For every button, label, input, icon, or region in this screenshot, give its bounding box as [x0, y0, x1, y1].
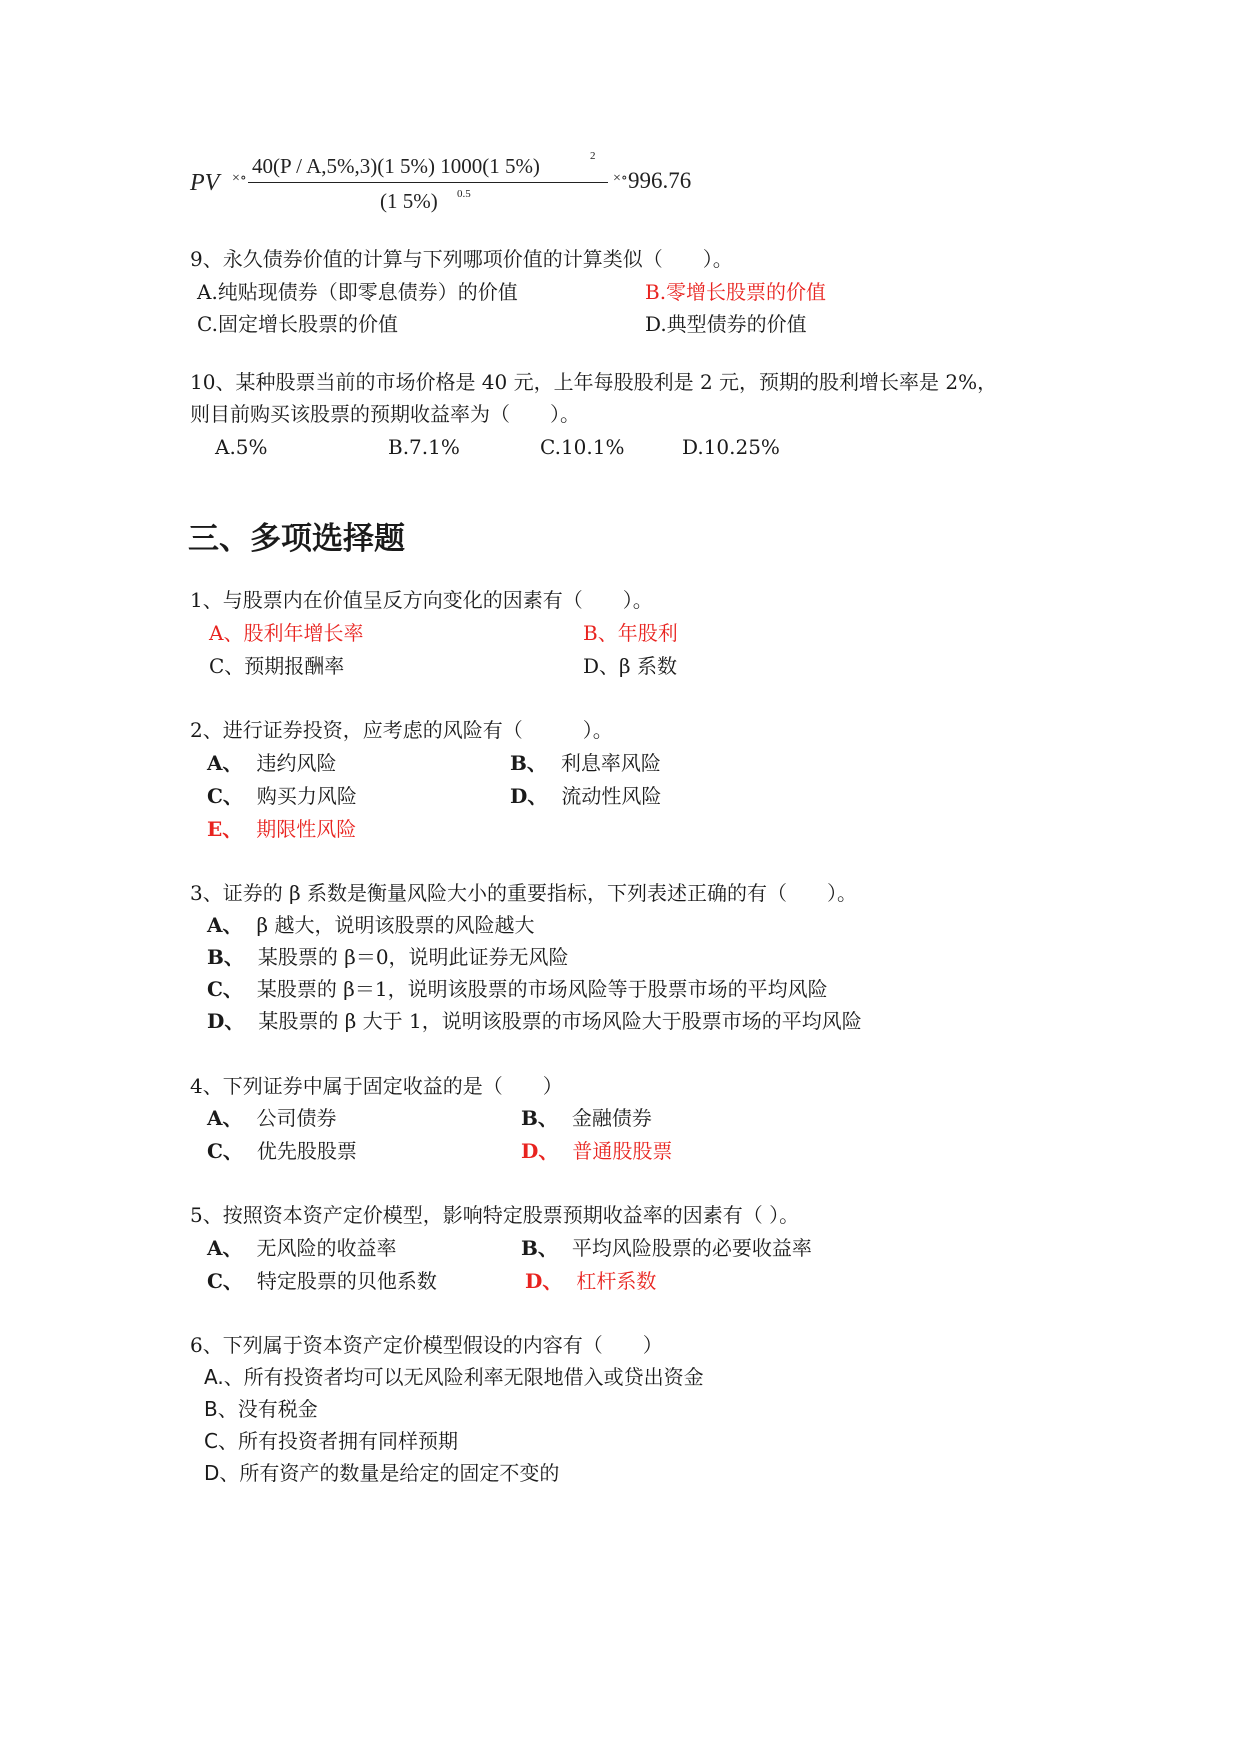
mq5-option-a-text: 无风险的收益率 [256, 1236, 397, 1260]
formula-denominator-exponent: 0.5 [457, 188, 471, 200]
mq4-option-c-text: 优先股股票 [256, 1139, 357, 1163]
mq4-option-c [207, 1139, 357, 1163]
mq3-option-b-letter: B、 [207, 945, 244, 969]
mq2-option-d [510, 784, 661, 808]
formula-equals-left: ×∘ [232, 171, 247, 186]
pv-formula [190, 148, 710, 218]
mq1-option-d: D、β 系数 [583, 654, 677, 678]
mq2-option-e [207, 817, 356, 841]
mq6-question: 6、下列属于资本资产定价模型假设的内容有（ ） [190, 1333, 663, 1357]
q10-option-d: D.10.25% [682, 435, 780, 459]
mq1-question: 1、与股票内在价值呈反方向变化的因素有（ ）。 [190, 588, 653, 612]
mq4-question: 4、下列证券中属于固定收益的是（ ） [190, 1074, 563, 1098]
mq5-option-d [525, 1269, 656, 1293]
mq4-option-d [521, 1139, 672, 1163]
mq2-option-d-letter: D、 [510, 784, 548, 808]
mq4-option-d-letter: D、 [521, 1139, 559, 1163]
mq5-option-a [207, 1236, 397, 1260]
mq3-option-d [207, 1009, 862, 1033]
formula-numerator: 40(P / A,5%,3)(1 5%) 1000(1 5%) [252, 154, 540, 178]
mq5-option-a-letter: A、 [207, 1236, 243, 1260]
mq5-option-c-text: 特定股票的贝他系数 [256, 1269, 437, 1293]
mq4-option-d-text: 普通股股票 [572, 1139, 673, 1163]
q10-question-line2: 则目前购买该股票的预期收益率为（ ）。 [190, 402, 580, 426]
mq3-option-c [207, 977, 828, 1001]
mq2-option-a [207, 751, 337, 775]
mq2-option-c-letter: C、 [207, 784, 243, 808]
mq2-option-c-text: 购买力风险 [256, 784, 357, 808]
mq2-option-b-letter: B、 [510, 751, 547, 775]
mq3-option-d-text: 某股票的 β 大于 1，说明该股票的市场风险大于股票市场的平均风险 [258, 1009, 862, 1033]
mq6-option-b: B、没有税金 [204, 1397, 318, 1421]
mq2-option-b [510, 751, 661, 775]
mq5-option-c-letter: C、 [207, 1269, 243, 1293]
section-heading: 三、多项选择题 [188, 521, 405, 557]
mq2-option-e-text: 期限性风险 [256, 817, 357, 841]
q10-question-line1: 10、某种股票当前的市场价格是 40 元，上年每股股利是 2 元，预期的股利增长率是 2%， [190, 370, 998, 394]
mq2-option-d-text: 流动性风险 [561, 784, 662, 808]
mq3-option-d-letter: D、 [207, 1009, 245, 1033]
q10-option-c: C.10.1% [540, 435, 625, 459]
mq4-option-a [207, 1106, 337, 1130]
mq3-option-a-letter: A、 [207, 913, 243, 937]
mq1-option-c: C、预期报酬率 [209, 654, 345, 678]
mq1-option-a: A、股利年增长率 [209, 621, 364, 645]
mq2-option-c [207, 784, 357, 808]
mq4-option-a-text: 公司债券 [256, 1106, 337, 1130]
mq5-option-d-text: 杠杆系数 [576, 1269, 657, 1293]
formula-equals-right: ×∘ [613, 171, 628, 186]
q9-option-a: A.纯贴现债券（即零息债券）的价值 [197, 280, 518, 304]
mq4-option-a-letter: A、 [207, 1106, 243, 1130]
mq5-option-c [207, 1269, 437, 1293]
formula-numerator-exponent: 2 [590, 150, 596, 162]
mq2-question: 2、进行证券投资，应考虑的风险有（ ）。 [190, 718, 613, 742]
q10-option-b: B.7.1% [388, 435, 460, 459]
mq3-option-b-text: 某股票的 β＝0，说明此证券无风险 [257, 945, 569, 969]
q9-option-b: B.零增长股票的价值 [645, 280, 827, 304]
mq6-option-c: C、所有投资者拥有同样预期 [204, 1429, 458, 1453]
mq6-option-a: A.、所有投资者均可以无风险利率无限地借入或贷出资金 [204, 1365, 704, 1389]
mq3-option-c-text: 某股票的 β＝1，说明该股票的市场风险等于股票市场的平均风险 [256, 977, 828, 1001]
mq5-option-b-text: 平均风险股票的必要收益率 [571, 1236, 812, 1260]
mq1-option-b: B、年股利 [583, 621, 678, 645]
mq5-option-b-letter: B、 [521, 1236, 558, 1260]
mq5-question: 5、按照资本资产定价模型，影响特定股票预期收益率的因素有（ ）。 [190, 1203, 800, 1227]
formula-result: 996.76 [628, 168, 692, 193]
formula-fraction-bar [248, 182, 608, 183]
q9-question: 9、永久债券价值的计算与下列哪项价值的计算类似（ ）。 [190, 247, 733, 271]
mq4-option-b-letter: B、 [521, 1106, 558, 1130]
mq2-option-e-letter: E、 [207, 817, 243, 841]
mq4-option-c-letter: C、 [207, 1139, 243, 1163]
mq3-option-a [207, 913, 534, 937]
formula-denominator: (1 5%) [380, 189, 438, 213]
formula-pv: PV [190, 170, 220, 196]
mq3-option-c-letter: C、 [207, 977, 243, 1001]
mq3-question: 3、证券的 β 系数是衡量风险大小的重要指标，下列表述正确的有（ ）。 [190, 881, 858, 905]
mq2-option-a-letter: A、 [207, 751, 243, 775]
mq2-option-a-text: 违约风险 [256, 751, 337, 775]
mq2-option-b-text: 利息率风险 [560, 751, 661, 775]
mq3-option-a-text: β 越大，说明该股票的风险越大 [256, 913, 535, 937]
mq6-option-d: D、所有资产的数量是给定的固定不变的 [204, 1461, 560, 1485]
q10-option-a: A.5% [215, 435, 268, 459]
mq5-option-b [521, 1236, 812, 1260]
q9-option-d: D.典型债券的价值 [645, 312, 807, 336]
mq4-option-b-text: 金融债券 [571, 1106, 652, 1130]
mq4-option-b [521, 1106, 652, 1130]
mq5-option-d-letter: D、 [525, 1269, 563, 1293]
mq3-option-b [207, 945, 569, 969]
q9-option-c: C.固定增长股票的价值 [197, 312, 398, 336]
